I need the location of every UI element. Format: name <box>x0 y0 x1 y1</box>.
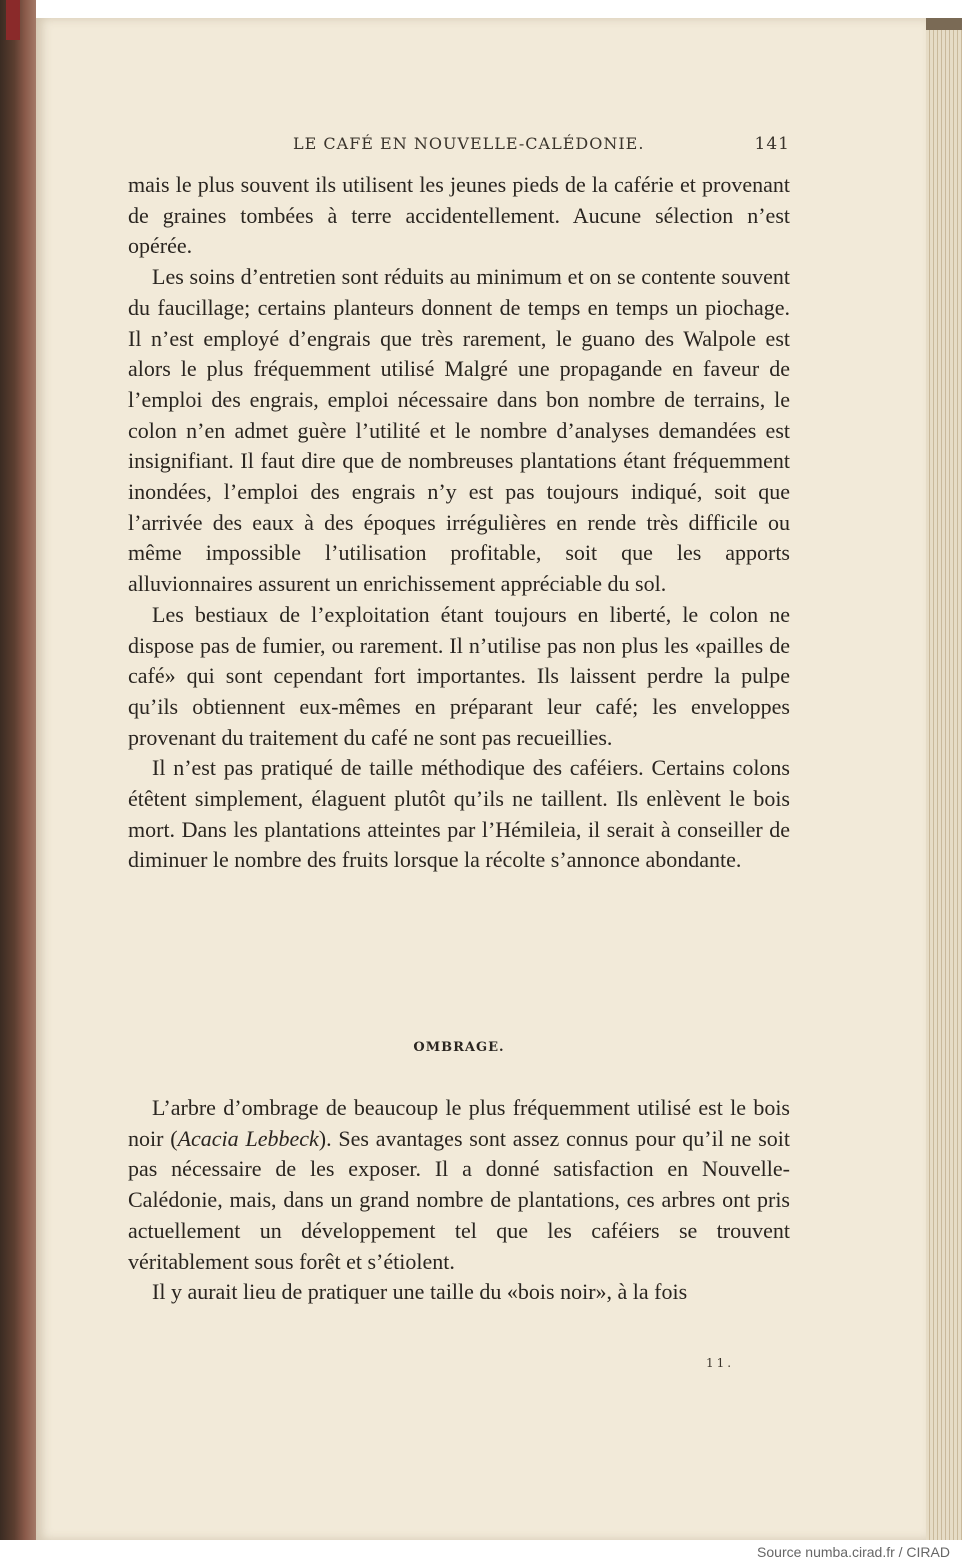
paragraph: Les bestiaux de l’exploitation étant toujours en liberté, le colon ne dispose pas de fumier, ou rarement. Il n’utilise pas non plus les «pailles de café» qui sont cependant fort importantes. Ils laissent perdre la pulpe qu’ils obtiennent eux-mêmes en préparant leur café; les enveloppes provenant du traitement du café ne sont pas recueillies. <box>128 601 790 750</box>
paragraph <box>128 1093 790 1277</box>
species-name: Acacia Lebbeck <box>177 1125 319 1151</box>
text-run: ). Ses avantages sont assez connus pour qu’il ne soit pas nécessaire de les exposer. Il a donné satisfaction en Nouvelle-Calédonie, mais, dans un grand nombre de plantations, ces arbres ont pris actuellement un développement tel que les caféiers se trouvent véritablement sous forêt et s’étiolent. <box>128 1125 791 1274</box>
page-number: 141 <box>754 134 790 154</box>
page-edges <box>922 30 962 1540</box>
running-title: LE CAFÉ EN NOUVELLE-CALÉDONIE. <box>293 134 645 153</box>
source-credit: Source numba.cirad.fr / CIRAD <box>757 1544 950 1560</box>
body-text <box>128 170 790 876</box>
text-run: L’arbre d’ombrage de beaucoup le plus fréquemment utilisé est le bois noir ( <box>128 1095 790 1151</box>
paragraph: mais le plus souvent ils utilisent les jeunes pieds de la caférie et provenant de graines tombées à terre accidentellement. Aucune sélection n’est opérée. <box>128 172 790 259</box>
running-head <box>128 130 790 160</box>
section-heading: OMBRAGE. <box>413 1040 505 1055</box>
paragraph: Il n’est pas pratiqué de taille méthodique des caféiers. Certains colons étêtent simplement, élaguent plutôt qu’ils ne taillent. Ils enlèvent le bois mort. Dans les plantations atteintes par l’Hémileia, il serait à conseiller de diminuer le nombre des fruits lorsque la récolte s’annonce abondante. <box>128 755 790 873</box>
scan-top-margin <box>36 0 962 18</box>
paragraph: Il y aurait lieu de pratiquer une taille du «bois noir», à la fois <box>152 1279 688 1305</box>
signature-mark: 11. <box>706 1356 735 1370</box>
book-cover-edge <box>0 0 36 1540</box>
section-body <box>128 1093 790 1308</box>
paragraph: Les soins d’entretien sont réduits au minimum et on se contente souvent du faucillage; certains planteurs donnent de temps en temps un piochage. Il n’est employé d’engrais que très rarement, le guano des Walpole est alors le plus fréquemment utilisé Malgré une propagande en faveur de l’emploi des engrais, emploi nécessaire dans bon nombre de terrains, le colon n’en admet guère l’utilité et le nombre d’analyses demandées est insignifiant. Il faut dire que de nombreuses plantations étant fréquemment inondées, l’emploi des engrais n’y est pas toujours indiqué, soit que l’arrivée des eaux à des époques irrégulières en rende très difficile ou même impossible l’utilisation profitable, soit que les apports alluvionnaires assurent un enrichissement appréciable du sol. <box>128 264 790 597</box>
